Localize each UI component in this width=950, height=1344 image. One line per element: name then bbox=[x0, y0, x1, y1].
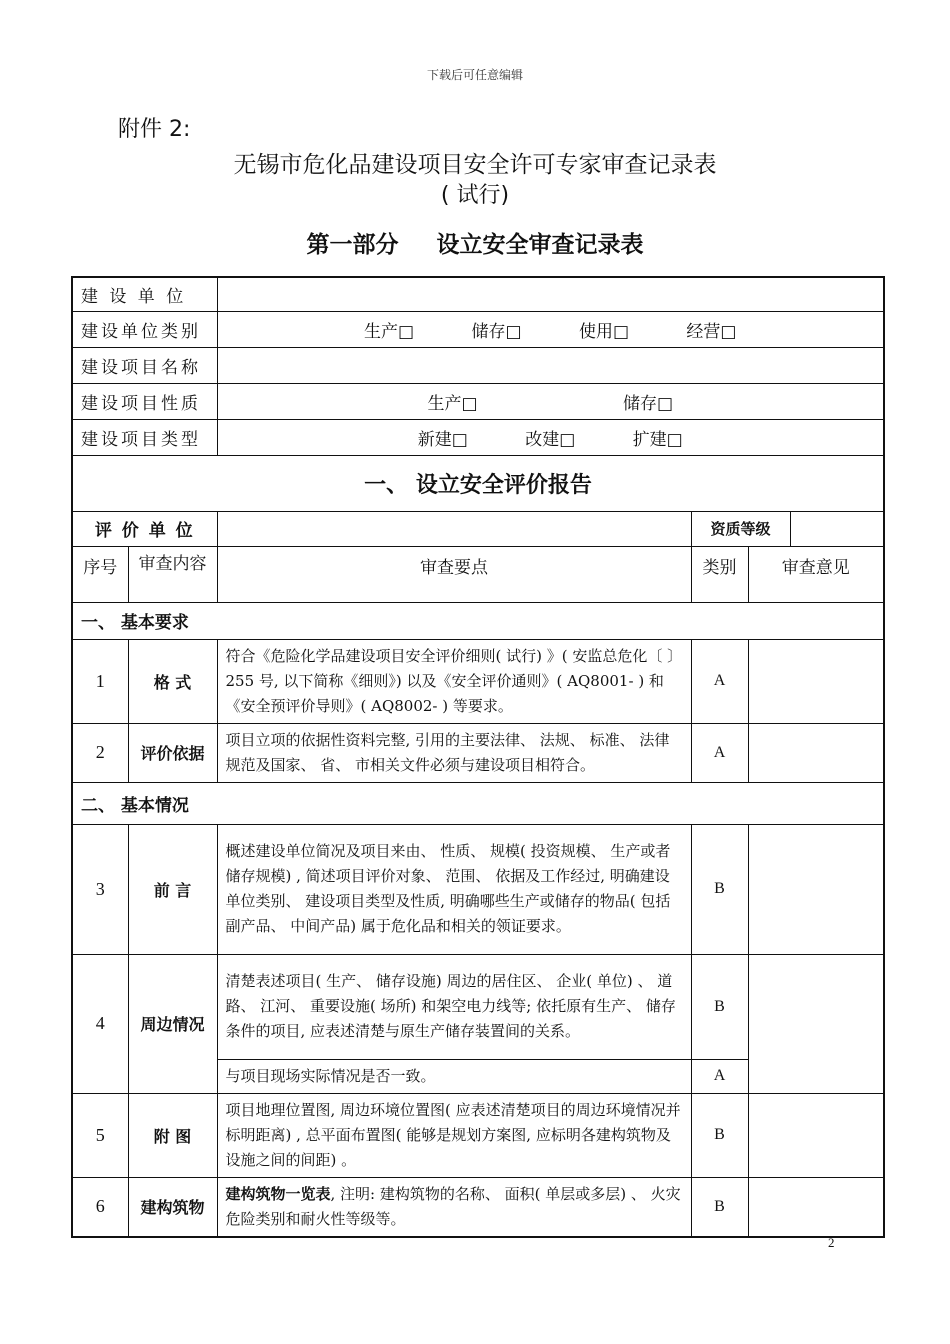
item-name: 格 式 bbox=[128, 639, 217, 723]
col-seq: 序号 bbox=[72, 546, 128, 602]
item-category: A bbox=[691, 639, 748, 723]
item-sub-category: A bbox=[691, 1059, 748, 1093]
col-category: 类别 bbox=[691, 546, 748, 602]
item-points: 概述建设单位简况及项目来由、 性质、 规模( 投资规模、 生产或者储存规模) , 简述项目评价对象、 范围、 依据及工作经过, 明确建设单位类别、 建设项目类型及性质, 明确哪些生产或储存的物品( 包括副产品、 中间产品) 属于危化品和相关的领证要求。 bbox=[217, 824, 691, 954]
row-unit-type bbox=[72, 311, 884, 347]
item-category: A bbox=[691, 723, 748, 782]
item-category: B bbox=[691, 824, 748, 954]
item-number: 4 bbox=[72, 954, 128, 1093]
item-name: 附 图 bbox=[128, 1093, 217, 1177]
table-row bbox=[72, 1177, 884, 1237]
item-number: 1 bbox=[72, 639, 128, 723]
item-number: 3 bbox=[72, 824, 128, 954]
page-number: 2 bbox=[828, 1235, 835, 1250]
eval-unit-field[interactable] bbox=[217, 511, 691, 546]
col-content: 审查内容 bbox=[128, 546, 217, 602]
review-record-table bbox=[71, 276, 885, 1238]
unit-type-options bbox=[217, 311, 884, 347]
item-opinion-field[interactable] bbox=[748, 1177, 884, 1237]
row-unit bbox=[72, 277, 884, 311]
row-project-name bbox=[72, 347, 884, 383]
unit-label: 建 设 单 位 bbox=[72, 277, 217, 311]
option-expand[interactable]: 扩建□ bbox=[632, 429, 683, 450]
item-points-bold: 建构筑物一览表 bbox=[225, 1184, 331, 1203]
option-rebuild[interactable]: 改建□ bbox=[525, 429, 576, 450]
item-category: B bbox=[691, 1093, 748, 1177]
table-row bbox=[72, 1093, 884, 1177]
attachment-label: 附件 2: bbox=[118, 117, 191, 142]
project-name-label: 建设项目名称 bbox=[72, 347, 217, 383]
item-opinion-field[interactable] bbox=[748, 954, 884, 1093]
group-row bbox=[72, 602, 884, 639]
document-title: 无锡市危化品建设项目安全许可专家审查记录表 bbox=[233, 152, 717, 178]
item-category: B bbox=[691, 954, 748, 1059]
option-nature-production[interactable]: 生产□ bbox=[427, 393, 478, 414]
item-opinion-field[interactable] bbox=[748, 1093, 884, 1177]
item-points: 清楚表述项目( 生产、 储存设施) 周边的居住区、 企业( 单位) 、 道路、 江河、 重要设施( 场所) 和架空电力线等; 依托原有生产、 储存条件的项目, 应表述清楚与原生产储存装置间的关系。 bbox=[217, 954, 691, 1059]
qualification-label: 资质等级 bbox=[691, 511, 790, 546]
option-use[interactable]: 使用□ bbox=[578, 321, 630, 342]
item-name: 周边情况 bbox=[128, 954, 217, 1093]
unit-type-label: 建设单位类别 bbox=[72, 311, 217, 347]
unit-value-field[interactable] bbox=[217, 277, 884, 311]
row-eval-unit bbox=[72, 511, 884, 546]
table-row bbox=[72, 954, 884, 1059]
project-nature-options bbox=[217, 383, 884, 419]
row-project-type bbox=[72, 419, 884, 455]
item-number: 5 bbox=[72, 1093, 128, 1177]
item-name: 评价依据 bbox=[128, 723, 217, 782]
qualification-field[interactable] bbox=[790, 511, 884, 546]
item-sub-points: 与项目现场实际情况是否一致。 bbox=[217, 1059, 691, 1093]
option-production[interactable]: 生产□ bbox=[364, 321, 415, 342]
item-opinion-field[interactable] bbox=[748, 824, 884, 954]
option-business[interactable]: 经营□ bbox=[686, 321, 737, 342]
table-row bbox=[72, 824, 884, 954]
row-project-nature bbox=[72, 383, 884, 419]
project-nature-label: 建设项目性质 bbox=[72, 383, 217, 419]
document-subtitle: ( 试行) bbox=[440, 183, 510, 208]
item-name: 建构筑物 bbox=[128, 1177, 217, 1237]
col-points: 审查要点 bbox=[217, 546, 691, 602]
group-row bbox=[72, 782, 884, 824]
header-note: 下载后可任意编辑 bbox=[426, 68, 523, 82]
table-row bbox=[72, 639, 884, 723]
project-type-label: 建设项目类型 bbox=[72, 419, 217, 455]
project-type-options bbox=[217, 419, 884, 455]
option-new[interactable]: 新建□ bbox=[417, 429, 468, 450]
item-category: B bbox=[691, 1177, 748, 1237]
part-title: 第一部分 设立安全审查记录表 bbox=[306, 232, 644, 258]
item-name: 前 言 bbox=[128, 824, 217, 954]
group-title: 二、 基本情况 bbox=[72, 782, 884, 824]
item-points bbox=[217, 1177, 691, 1237]
col-opinion: 审查意见 bbox=[748, 546, 884, 602]
item-points: 符合《危险化学品建设项目安全评价细则( 试行) 》( 安监总危化〔 〕255 号, 以下简称《细则》) 以及《安全评价通则》( AQ8001- ) 和《安全预评价导则》( AQ8002- ) 等要求。 bbox=[217, 639, 691, 723]
item-opinion-field[interactable] bbox=[748, 723, 884, 782]
option-nature-storage[interactable]: 储存□ bbox=[622, 393, 674, 414]
item-number: 6 bbox=[72, 1177, 128, 1237]
eval-unit-label: 评 价 单 位 bbox=[72, 511, 217, 546]
item-number: 2 bbox=[72, 723, 128, 782]
section-title: 一、 设立安全评价报告 bbox=[72, 455, 884, 511]
row-section-title bbox=[72, 455, 884, 511]
item-opinion-field[interactable] bbox=[748, 639, 884, 723]
project-name-field[interactable] bbox=[217, 347, 884, 383]
item-points-rest: , 注明: 建构筑物的名称、 面积( 单层或多层) 、 火灾危险类别和耐火性等级等。 bbox=[225, 1184, 681, 1228]
group-title: 一、 基本要求 bbox=[72, 602, 884, 639]
option-storage[interactable]: 储存□ bbox=[471, 321, 522, 342]
item-points: 项目立项的依据性资料完整, 引用的主要法律、 法规、 标准、 法律规范及国家、 省、 市相关文件必须与建设项目相符合。 bbox=[217, 723, 691, 782]
column-header-row bbox=[72, 546, 884, 602]
item-points: 项目地理位置图, 周边环境位置图( 应表述清楚项目的周边环境情况并标明距离) , 总平面布置图( 能够是规划方案图, 应标明各建构筑物及设施之间的间距) 。 bbox=[217, 1093, 691, 1177]
table-row bbox=[72, 723, 884, 782]
